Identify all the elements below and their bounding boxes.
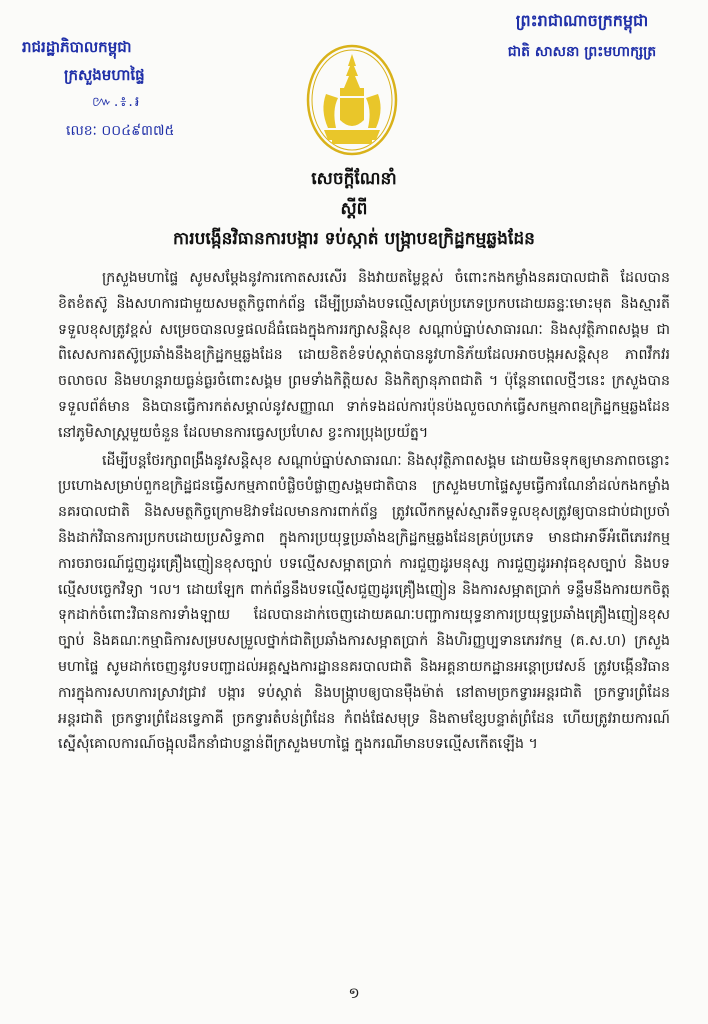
reference-number: លេខៈ ០០៤៩៣៧៥ xyxy=(66,123,175,139)
document-body xyxy=(58,266,670,758)
document-subject-title: ការបង្កើនវិធានការបង្ការ ទប់ស្កាត់ បង្ក្រាបឧក្រិដ្ឋកម្មឆ្លងដែន xyxy=(173,229,535,249)
ministry-name: ក្រសួងមហាផ្ទៃ xyxy=(64,66,145,84)
title-subject-label: ស្ដីពី xyxy=(340,199,368,219)
national-motto: ជាតិ សាសនា ព្រះមហាក្សត្រ xyxy=(507,44,657,60)
royal-emblem-seal xyxy=(306,44,398,156)
ornament-divider: ៚.៖.៛ xyxy=(92,94,142,110)
government-name: រាជរដ្ឋាភិបាលកម្ពុជា xyxy=(22,38,132,56)
ministry-header xyxy=(22,38,262,142)
page-number: ១ xyxy=(348,984,360,1002)
kingdom-header xyxy=(462,10,702,63)
document-type-title: សេចក្ដីណែនាំ xyxy=(311,169,397,189)
kingdom-name: ព្រះរាជាណាចក្រកម្ពុជា xyxy=(515,11,649,30)
body-paragraph: ដើម្បីបន្តថែរក្សាពង្រឹងនូវសន្តិសុខ សណ្ដាប់ធ្នាប់សាធារណៈ និងសុវត្ថិភាពសង្គម ដោយមិនទុកឲ្យមានភាពចន្លោះប្រហោងសម្រាប់ពួកឧក្រិដ្ឋជនធ្វើសកម្មភាពបំផ្លិចបំផ្លាញសង្គមជាតិបាន ក្រសួងមហាផ្ទៃសូមធ្វើការណែនាំដល់កងកម្លាំងនគរបាលជាតិ និងសមត្ថកិច្ចក្រោមឱវាទដែលមានការពាក់ព័ន្ធ ត្រូវលើកកម្ពស់ស្មារតីទទួលខុសត្រូវឲ្យបានជាប់ជាប្រចាំ និងដាក់វិធានការប្រកបដោយប្រសិទ្ធភាព ក្នុងការប្រយុទ្ធប្រឆាំងឧក្រិដ្ឋកម្មឆ្លងដែនគ្រប់ប្រភេទ មានជាអាទិ៍អំពើភេរវកម្ម ការចរាចរណ៍ជួញដូរគ្រឿងញៀនខុសច្បាប់ បទល្មើសសម្អាតប្រាក់ ការជួញដូរមនុស្ស ការជួញដូរអាវុធខុសច្បាប់ និងបទល្មើសបច្ចេកវិទ្យា ។ល។ ដោយឡែក ពាក់ព័ន្ធនឹងបទល្មើសជួញដូរគ្រឿងញៀន និងការសម្អាតប្រាក់ ទន្ទឹមនឹងការយកចិត្តទុកដាក់ចំពោះវិធានការទាំងឡាយ ដែលបានដាក់ចេញដោយគណៈបញ្ជាការយុទ្ធនាការប្រយុទ្ធប្រឆាំងគ្រឿងញៀនខុសច្បាប់ និងគណៈកម្មាធិការសម្របសម្រួលថ្នាក់ជាតិប្រឆាំងការសម្អាតប្រាក់ និងហិរញ្ញប្បទានភេរវកម្ម (គ.ស.ហ) ក្រសួងមហាផ្ទៃ សូមដាក់ចេញនូវបទបញ្ជាដល់អគ្គស្នងការដ្ឋាននគរបាលជាតិ និងអគ្គនាយកដ្ឋានអន្តោប្រវេសន៍ ត្រូវបង្កើនវិធានការក្នុងការសហការស្រាវជ្រាវ បង្ការ ទប់ស្កាត់ និងបង្ក្រាបឲ្យបានម៉ឺងម៉ាត់ នៅតាមច្រកទ្វារអន្តរជាតិ ច្រកទ្វារព្រំដែនអន្តរជាតិ ច្រកទ្វារព្រំដែនទ្វេភាគី ច្រកទ្វារតំបន់ព្រំដែន កំពង់ផែសមុទ្រ និងតាមខ្សែបន្ទាត់ព្រំដែន ហើយត្រូវរាយការណ៍ស្នើសុំគោលការណ៍ចង្អុលដឹកនាំជាបន្ទាន់ពីក្រសួងមហាផ្ទៃ ក្នុងករណីមានបទល្មើសកើតឡើង ។ xyxy=(58,452,670,753)
body-paragraph: ក្រសួងមហាផ្ទៃ សូមសម្ដែងនូវការកោតសរសើរ និងវាយតម្លៃខ្ពស់ ចំពោះកងកម្លាំងនគរបាលជាតិ ដែលបានខិតខំតស៊ូ និងសហការជាមួយសមត្ថកិច្ចពាក់ព័ន្ធ ដើម្បីប្រឆាំងបទល្មើសគ្រប់ប្រភេទប្រកបដោយឆន្ទៈមោះមុត និងស្មារតីទទួលខុសត្រូវខ្ពស់ សម្រេចបានលទ្ធផលដ៏ធំធេងក្នុងការរក្សាសន្តិសុខ សណ្ដាប់ធ្នាប់សាធារណៈ និងសុវត្ថិភាពសង្គម ជាពិសេសការតស៊ូប្រឆាំងនឹងឧក្រិដ្ឋកម្មឆ្លងដែន ដោយខិតខំទប់ស្កាត់បាននូវហានិភ័យដែលអាចបង្កអសន្តិសុខ ភាពវឹកវរ ចលាចល និងមហន្តរាយធ្ងន់ធ្ងរចំពោះសង្គម ព្រមទាំងកិត្តិយស និងកិត្យានុភាពជាតិ ។ ប៉ុន្តែនាពេលថ្មីៗនេះ ក្រសួងបានទទួលព័ត៌មាន និងបានធ្វើការកត់សម្គាល់នូវសញ្ញាណ ទាក់ទងដល់ការប៉ុនប៉ងលួចលាក់ធ្វើសកម្មភាពឧក្រិដ្ឋកម្មឆ្លងដែននៅភូមិសាស្ត្រមួយចំនួន ដែលមានការធ្វេសប្រហែស ខ្វះការប្រុងប្រយ័ត្ន។ xyxy=(58,270,670,441)
